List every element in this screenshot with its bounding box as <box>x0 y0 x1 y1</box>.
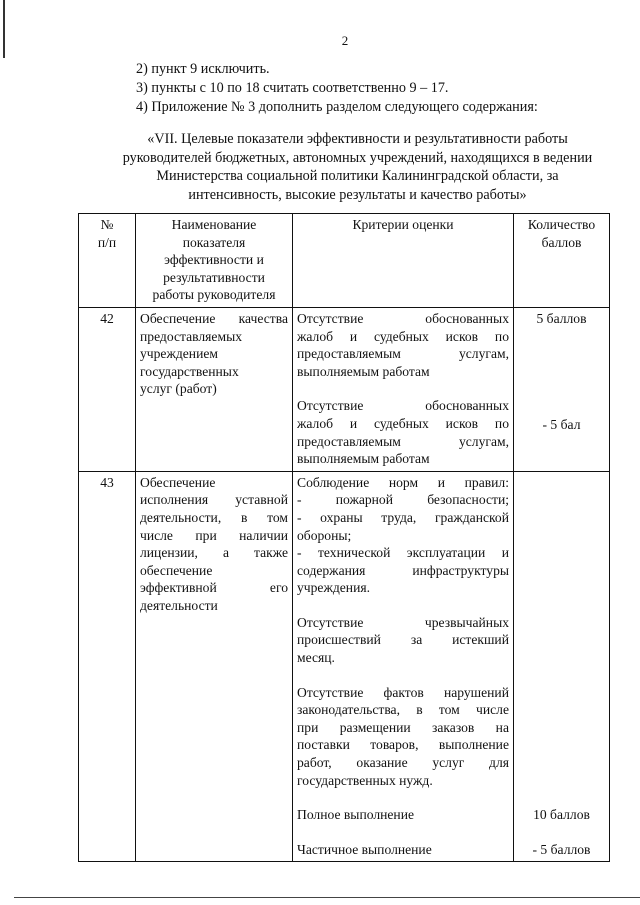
points-value: - 5 баллов <box>532 841 591 857</box>
title-line: руководителей бюджетных, автономных учреждений, находящихся в ведении <box>122 149 593 166</box>
criterion: Отсутствие чрезвычайных происшествий за истекший месяц. <box>297 614 509 666</box>
header-criteria: Критерии оценки <box>293 214 514 308</box>
margin-mark <box>3 0 5 58</box>
criteria-table <box>78 213 610 862</box>
criterion: Отсутствие обоснованных жалоб и судебных исков по предоставляемым услугам, выполняемым работам <box>297 398 509 467</box>
title-line: «VII. Целевые показатели эффективности и результативности работы <box>147 131 568 147</box>
row-number: 42 <box>79 307 136 471</box>
points-value: 5 баллов <box>536 310 587 326</box>
criterion: Соблюдение норм и правил: - пожарной безопасности; - охраны труда, гражданской обороны; - технической эксплуатации и содержания инфраструктуры учреждения. <box>297 474 509 596</box>
header-name: Наименование показателя эффективности и результативности работы руководителя <box>136 214 293 308</box>
header-points: Количество баллов <box>514 214 610 308</box>
section-title <box>95 130 620 204</box>
points-value: 10 баллов <box>533 807 590 823</box>
indicator-name: Обеспечение исполнения уставной деятельности, в том числе при наличии лицензии, а также обеспечение эффективной его деятельности <box>136 471 293 862</box>
table-header-row <box>79 214 610 308</box>
points-value: - 5 бал <box>542 416 581 432</box>
criterion: Отсутствие фактов нарушений законодательства, в том числе при размещении заказов на поставки товаров, выполнение работ, оказание услуг для государственных нужд. <box>297 684 509 788</box>
header-num: № п/п <box>79 214 136 308</box>
criterion: Отсутствие обоснованных жалоб и судебных исков по предоставляемым услугам, выполняемым работам <box>297 310 509 379</box>
table-row <box>79 471 610 862</box>
title-line: интенсивность, высокие результаты и качество работы» <box>188 186 527 203</box>
bottom-divider <box>14 897 640 898</box>
list-item: 2) пункт 9 исключить. <box>136 61 270 77</box>
list-item: 4) Приложение № 3 дополнить разделом следующего содержания: <box>136 99 538 115</box>
table-row <box>79 307 610 471</box>
points-cell <box>514 307 610 471</box>
criteria-cell <box>293 471 514 862</box>
page-number: 2 <box>341 33 349 48</box>
criterion: Полное выполнение <box>297 807 415 823</box>
criteria-cell <box>293 307 514 471</box>
title-line: Министерства социальной политики Калининградской области, за <box>156 168 559 184</box>
list-item: 3) пункты с 10 по 18 считать соответственно 9 – 17. <box>136 80 449 96</box>
row-number: 43 <box>79 471 136 862</box>
points-cell <box>514 471 610 862</box>
indicator-name: Обеспечение качества предоставляемых учреждением государственных услуг (работ) <box>136 307 293 471</box>
criterion: Частичное выполнение <box>297 841 432 857</box>
